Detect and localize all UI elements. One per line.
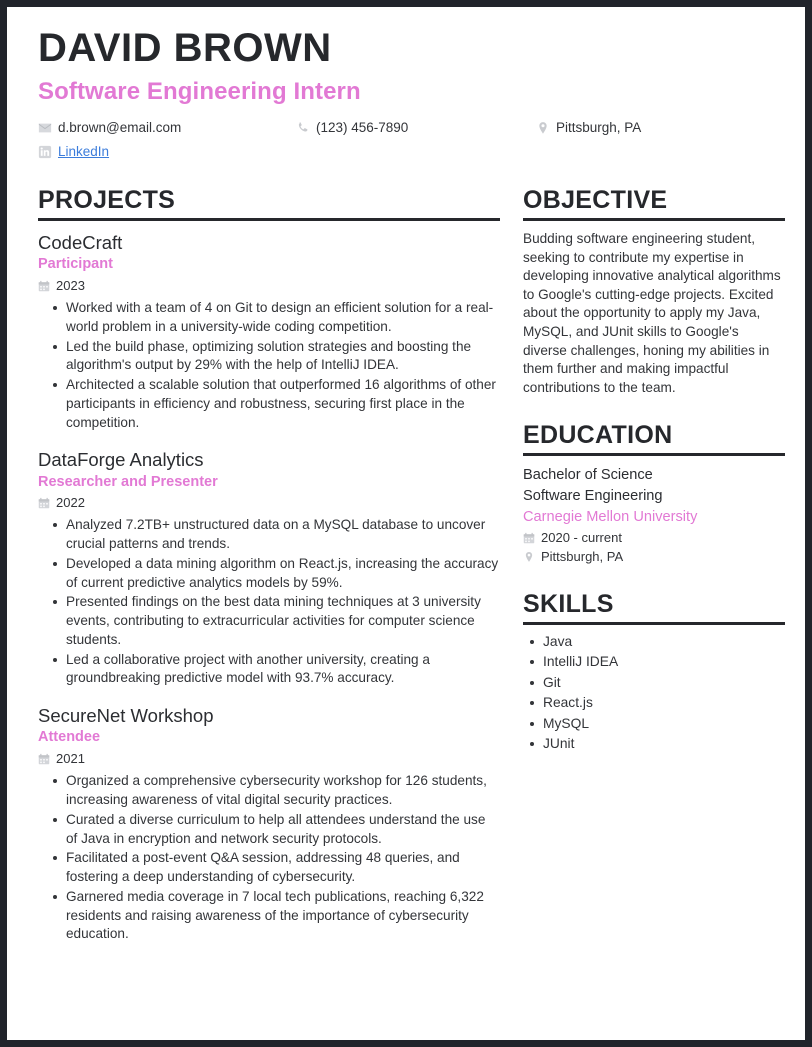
project-role: Participant: [38, 256, 113, 273]
map-pin-icon: [523, 551, 535, 563]
project-date-text: 2022: [56, 495, 85, 511]
education-entry: [523, 465, 785, 566]
objective-heading: OBJECTIVE: [523, 186, 668, 214]
contact-linkedin-link[interactable]: LinkedIn: [58, 144, 110, 159]
contact-row-primary: [38, 118, 778, 142]
resume-page: [7, 7, 805, 1040]
envelope-icon: [38, 121, 52, 135]
left-column: [38, 188, 500, 945]
education-location: [523, 547, 785, 566]
contact-row-secondary: [38, 142, 778, 166]
calendar-icon: [38, 497, 50, 509]
projects-heading: PROJECTS: [38, 186, 176, 214]
education-dates: [523, 528, 785, 547]
calendar-icon: [38, 280, 50, 292]
candidate-job-title: Software Engineering Intern: [38, 78, 361, 105]
resume-body: [33, 188, 785, 945]
bullet-item: Organized a comprehensive cybersecurity workshop for 126 students, increasing awareness of vital digital security practices.: [66, 772, 500, 810]
section-objective: [523, 188, 785, 397]
education-school: Carnegie Mellon University: [523, 508, 698, 525]
projects-heading-rule: [38, 218, 500, 221]
bullet-item: Led the build phase, optimizing solution strategies and boosting the algorithm's output by 29% with the help of IntelliJ IDEA.: [66, 338, 500, 376]
bullet-item: Facilitated a post-event Q&A session, addressing 48 queries, and fostering a deep understanding of cybersecurity.: [66, 849, 500, 887]
education-field: Software Engineering: [523, 488, 663, 505]
resume-header: [33, 28, 785, 166]
objective-text: Budding software engineering student, seeking to contribute my expertise in developing innovative analytical algorithms to Google's cutting-edge projects. Excited about the opportunity to apply my Java, MySQL, and JUnit skills to Google's diverse challenges, honing my abilities in them further and making impactful contributions to the team.: [523, 231, 781, 395]
bullet-item: Worked with a team of 4 on Git to design an efficient solution for a real-world problem in a university-wide coding competition.: [66, 299, 500, 337]
section-skills: [523, 592, 785, 754]
education-degree: Bachelor of Science: [523, 467, 653, 484]
education-dates-text: 2020 - current: [541, 530, 622, 546]
project-date-text: 2021: [56, 751, 85, 767]
phone-icon: [296, 121, 310, 135]
education-heading: EDUCATION: [523, 421, 673, 450]
project-role: Researcher and Presenter: [38, 473, 218, 490]
linkedin-icon: [38, 145, 52, 159]
contact-info: [33, 118, 778, 166]
project-role: Attendee: [38, 729, 101, 746]
project-bullets: [38, 516, 500, 688]
contact-location-text: Pittsburgh, PA: [556, 120, 642, 135]
bullet-item: Architected a scalable solution that outperformed 16 algorithms of other participants in efficiency and robustness, securing first place in the competition.: [66, 376, 500, 432]
project-date: [38, 277, 500, 295]
project-title: CodeCraft: [38, 232, 123, 253]
education-location-text: Pittsburgh, PA: [541, 549, 624, 565]
project-date-text: 2023: [56, 278, 85, 294]
contact-phone[interactable]: [296, 118, 536, 138]
bullet-item: Garnered media coverage in 7 local tech publications, reaching 6,322 residents and raising awareness of the importance of cybersecurity education.: [66, 888, 500, 944]
education-heading-rule: [523, 453, 785, 456]
project-title: SecureNet Workshop: [38, 705, 214, 727]
calendar-icon: [38, 753, 50, 765]
bullet-item: Analyzed 7.2TB+ unstructured data on a MySQL database to uncover crucial patterns and trends.: [66, 516, 500, 554]
bullet-item: Presented findings on the best data mining techniques at 3 university events, contributing to extracurricular activities for computer science students.: [66, 593, 500, 649]
contact-email[interactable]: [38, 118, 296, 138]
project-bullets: [38, 299, 500, 432]
contact-location: [536, 118, 766, 138]
section-projects: [38, 188, 500, 944]
project-title: DataForge Analytics: [38, 449, 204, 471]
project-entry: [38, 449, 500, 688]
project-date: [38, 494, 500, 512]
skill-item: Java: [543, 632, 785, 652]
right-column: [523, 188, 785, 945]
bullet-item: Led a collaborative project with another university, creating a groundbreaking predictive model with 93.7% accuracy.: [66, 651, 500, 689]
contact-linkedin[interactable]: [38, 142, 296, 162]
objective-heading-rule: [523, 218, 785, 221]
skill-item: React.js: [543, 693, 785, 713]
section-education: [523, 423, 785, 566]
contact-email-text: d.brown@email.com: [58, 120, 182, 135]
skill-item: JUnit: [543, 734, 785, 754]
contact-phone-text: (123) 456-7890: [316, 120, 409, 135]
calendar-icon: [523, 532, 535, 544]
project-date: [38, 750, 500, 768]
project-entry: [38, 232, 500, 432]
map-pin-icon: [536, 121, 550, 135]
skills-heading-rule: [523, 622, 785, 625]
bullet-item: Curated a diverse curriculum to help all attendees understand the use of Java in encryption and network security protocols.: [66, 811, 500, 849]
skills-heading: SKILLS: [523, 590, 614, 619]
project-entry: [38, 705, 500, 944]
bullet-item: Developed a data mining algorithm on React.js, increasing the accuracy of current predictive analytics models by 59%.: [66, 555, 500, 593]
skill-item: IntelliJ IDEA: [543, 652, 785, 672]
project-bullets: [38, 772, 500, 944]
column-gap: [500, 188, 523, 945]
skill-item: MySQL: [543, 714, 785, 734]
skill-item: Git: [543, 673, 785, 693]
candidate-name: DAVID BROWN: [38, 26, 332, 70]
skills-list: [523, 632, 785, 754]
